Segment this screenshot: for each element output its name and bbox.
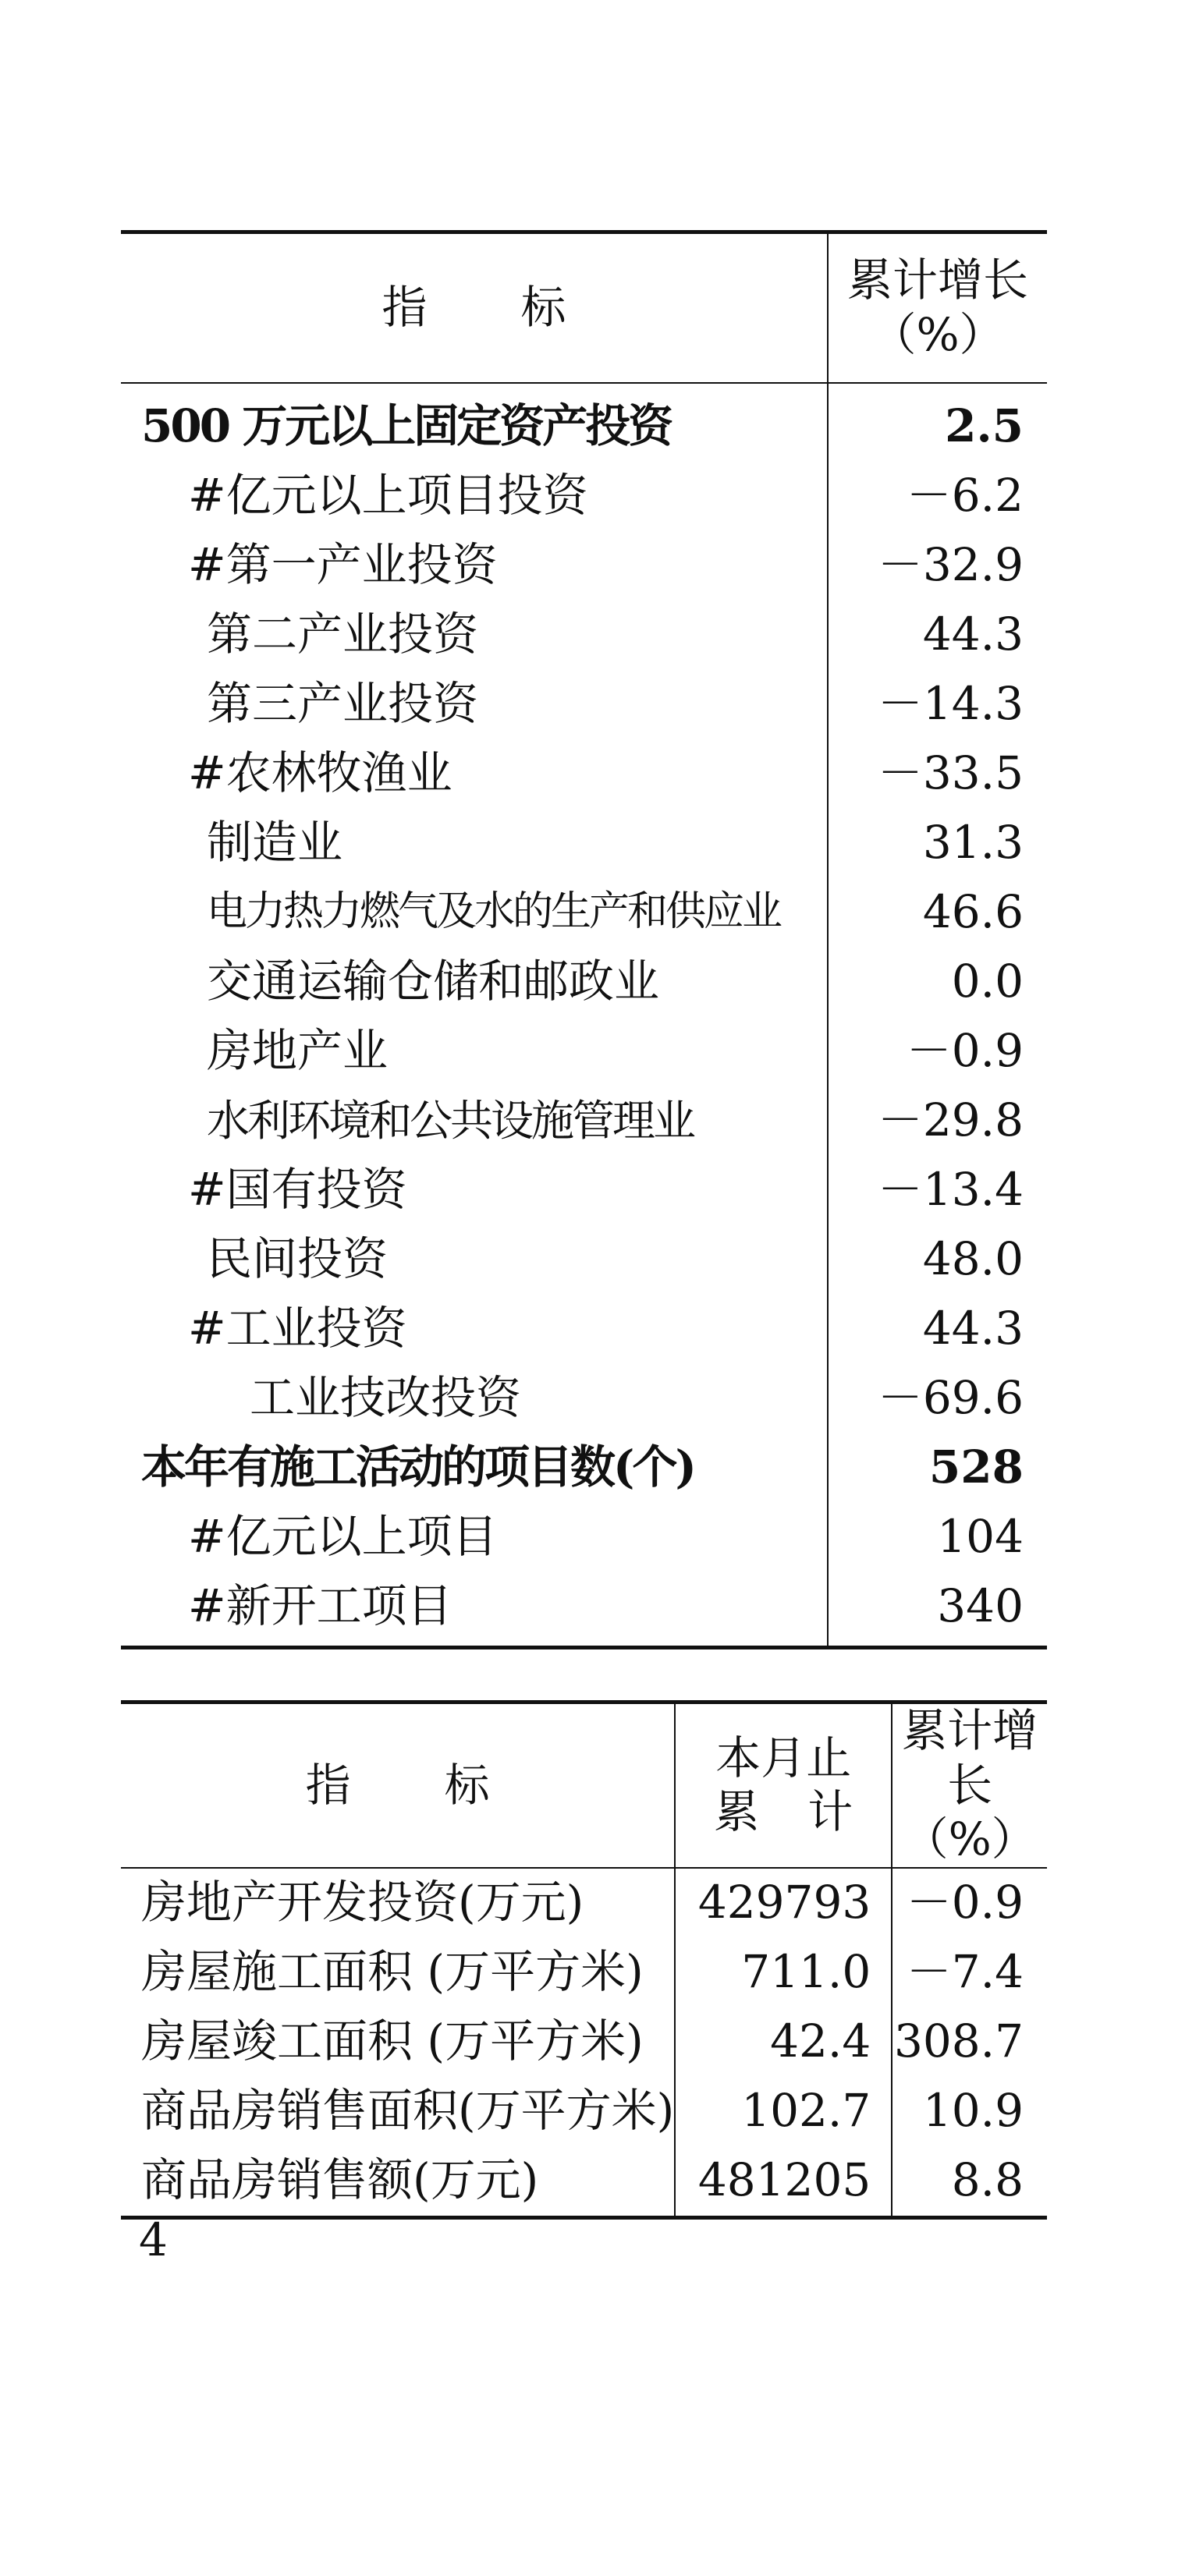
row-value: －33.5 <box>877 746 1024 799</box>
table-row <box>121 600 1047 669</box>
table-row <box>121 1868 1047 1938</box>
row-value: 340 <box>937 1579 1024 1632</box>
table-row <box>121 739 1047 808</box>
row-label: #新开工项目 <box>121 1571 828 1648</box>
row-value: 46.6 <box>922 884 1024 938</box>
table-row <box>121 669 1047 739</box>
row-value: 104 <box>937 1509 1024 1563</box>
table-row <box>121 1086 1047 1155</box>
table-header-row <box>121 1703 1047 1868</box>
row-cumulative: 102.7 <box>675 2077 892 2146</box>
row-label: 第三产业投资 <box>121 669 828 739</box>
row-label: 商品房销售面积(万平方米) <box>121 2077 675 2146</box>
row-value: －13.4 <box>877 1162 1024 1216</box>
table-row <box>121 383 1047 461</box>
indicator-header: 指 标 <box>121 232 828 384</box>
row-label: 制造业 <box>121 808 828 877</box>
row-growth: 10.9 <box>922 2084 1024 2138</box>
table-row <box>121 1571 1047 1648</box>
table-row <box>121 1363 1047 1433</box>
row-value: 31.3 <box>922 815 1024 869</box>
row-label: 房屋竣工面积 (万平方米) <box>121 2007 675 2077</box>
table-header-row <box>121 232 1047 384</box>
table-row <box>121 530 1047 600</box>
table-row <box>121 1938 1047 2007</box>
row-label: 工业技改投资 <box>121 1363 828 1433</box>
row-label: #农林牧渔业 <box>121 739 828 808</box>
row-value: 528 <box>928 1440 1024 1494</box>
row-label: 第二产业投资 <box>121 600 828 669</box>
row-label: 房屋施工面积 (万平方米) <box>121 1938 675 2007</box>
row-value: 0.0 <box>951 954 1024 1008</box>
row-value: －14.3 <box>877 676 1024 730</box>
row-cumulative: 429793 <box>675 1868 892 1938</box>
table-row <box>121 1224 1047 1294</box>
row-label: 电力热力燃气及水的生产和供应业 <box>121 877 828 947</box>
row-label: 交通运输仓储和邮政业 <box>121 947 828 1016</box>
row-cumulative: 481205 <box>675 2146 892 2218</box>
row-label: 民间投资 <box>121 1224 828 1294</box>
row-label: #国有投资 <box>121 1155 828 1224</box>
table-row <box>121 1155 1047 1224</box>
row-value: 48.0 <box>922 1231 1024 1285</box>
table-row <box>121 808 1047 877</box>
fixed-asset-investment-table <box>121 230 1047 1649</box>
row-growth: －7.4 <box>906 1945 1024 1999</box>
row-label: 房地产业 <box>121 1016 828 1086</box>
table-row <box>121 1433 1047 1502</box>
row-label: 本年有施工活动的项目数(个) <box>121 1433 828 1502</box>
row-value: －29.8 <box>877 1093 1024 1146</box>
row-label: 水利环境和公共设施管理业 <box>121 1086 828 1155</box>
table-row <box>121 1502 1047 1571</box>
row-value: －32.9 <box>877 537 1024 591</box>
table-row <box>121 877 1047 947</box>
indicator-header: 指 标 <box>121 1703 675 1868</box>
table-row <box>121 2077 1047 2146</box>
table-row <box>121 1294 1047 1363</box>
row-label: #亿元以上项目 <box>121 1502 828 1571</box>
row-growth: －0.9 <box>906 1876 1024 1929</box>
table-row <box>121 947 1047 1016</box>
row-label: 房地产开发投资(万元) <box>121 1868 675 1938</box>
row-label: #亿元以上项目投资 <box>121 461 828 530</box>
row-label: 500 万元以上固定资产投资 <box>121 383 828 461</box>
table-row <box>121 461 1047 530</box>
table-row <box>121 1016 1047 1086</box>
row-value: －0.9 <box>906 1023 1024 1077</box>
row-value: 2.5 <box>945 399 1024 452</box>
growth-header: 累计增长 （%） <box>892 1703 1047 1868</box>
row-growth: 8.8 <box>951 2153 1024 2207</box>
table-row <box>121 2146 1047 2218</box>
growth-header: 累计增长 （%） <box>828 232 1047 384</box>
real-estate-table <box>121 1700 1047 2220</box>
row-value: －69.6 <box>877 1370 1024 1424</box>
row-label: #工业投资 <box>121 1294 828 1363</box>
cumulative-header: 本月止 累 计 <box>675 1703 892 1868</box>
row-value: －6.2 <box>906 468 1024 522</box>
row-cumulative: 711.0 <box>675 1938 892 2007</box>
row-growth: 308.7 <box>893 2014 1024 2068</box>
row-value: 44.3 <box>922 607 1024 661</box>
page-number: 4 <box>139 2213 168 2266</box>
row-value: 44.3 <box>922 1301 1024 1355</box>
table-row <box>121 2007 1047 2077</box>
row-cumulative: 42.4 <box>675 2007 892 2077</box>
row-label: #第一产业投资 <box>121 530 828 600</box>
row-label: 商品房销售额(万元) <box>121 2146 675 2218</box>
